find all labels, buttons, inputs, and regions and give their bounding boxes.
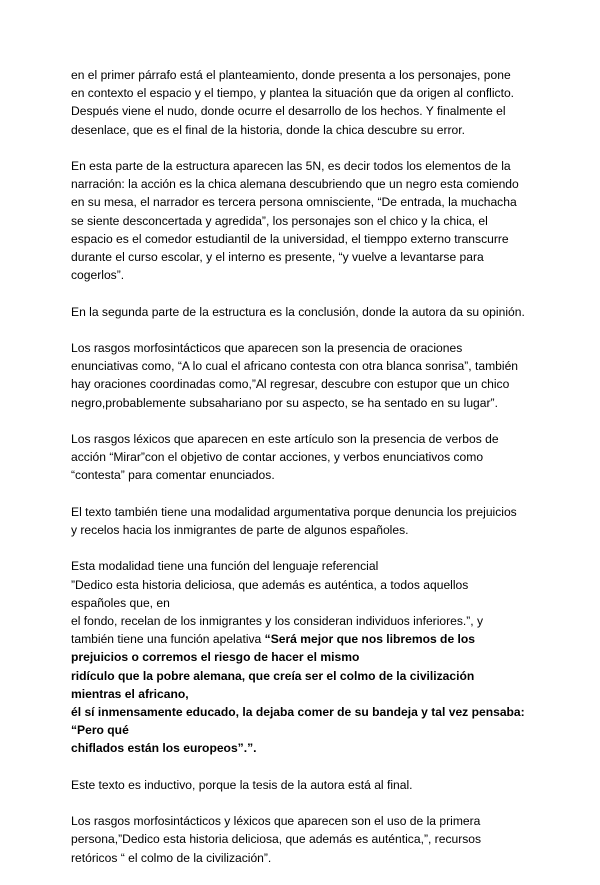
text-line: en el primer párrafo está el planteamiento, donde presenta a los personajes, pone — [71, 68, 511, 82]
text-line: se siente desconcertada y agredida”, los personajes son el chico y la chica, el — [71, 213, 488, 228]
paragraph-rhetorical — [71, 812, 551, 867]
document-page — [71, 66, 551, 885]
text-line: “contesta” para comentar enunciados. — [71, 468, 275, 483]
paragraph-5n-elements — [71, 157, 551, 284]
paragraph-inductive — [71, 776, 551, 794]
text-line: retóricos “ el colmo de la civilización”. — [71, 850, 272, 865]
text-line: Después viene el nudo, donde ocurre el desarrollo de los hechos. Y finalmente el — [71, 104, 506, 119]
text-line: En esta parte de la estructura aparecen las 5N, es decir todos los elementos de la — [71, 159, 511, 173]
text-line: y recelos hacia los inmigrantes de parte de algunos españoles. — [71, 523, 409, 537]
paragraph-morphosyntactic — [71, 339, 551, 412]
text-line: hay oraciones coordinadas como,”Al regresar, descubre con estupor que un chico — [71, 377, 510, 392]
bold-quote-line: chiflados están los europeos”.”. — [71, 741, 257, 756]
text-line: negro,probablemente subsahariano por su aspecto, se ha sentado en su lugar”. — [71, 395, 498, 410]
bold-quote-line: ridículo que la pobre alemana, que creía ser el colmo de la civilización — [71, 668, 475, 683]
text-line: en contexto el espacio y el tiempo, y plantea la situación que da origen al conflicto. — [71, 86, 515, 101]
text-line: persona,”Dedico esta historia deliciosa, que además es auténtica,”, recursos — [71, 832, 482, 847]
text-line: enunciativas como, “A lo cual el africano contesta con otra blanca sonrisa”, también — [71, 359, 519, 374]
text-line: Este texto es inductivo, porque la tesis de la autora está al final. — [71, 777, 413, 792]
text-line: En la segunda parte de la estructura es la conclusión, donde la autora da su opinión. — [71, 304, 525, 319]
text-line: desenlace, que es el final de la historia, donde la chica descubre su error. — [71, 122, 465, 137]
bold-quote-text: “Será mejor que nos libremos de los — [264, 632, 475, 647]
bold-quote-line: “Pero qué — [71, 723, 129, 738]
text-line: Los rasgos morfosintácticos que aparecen son la presencia de oraciones — [71, 341, 463, 355]
bold-quote-line: él sí inmensamente educado, la dejaba comer de su bandeja y tal vez pensaba: — [71, 705, 525, 720]
text-line: ”Dedico esta historia deliciosa, que además es auténtica, a todos aquellos — [71, 577, 469, 592]
text-line: Los rasgos morfosintácticos y léxicos que aparecen son el uso de la primera — [71, 814, 481, 829]
text-line: El texto también tiene una modalidad argumentativa porque denuncia los prejuicios — [71, 504, 517, 519]
bold-quote-line: prejuicios o corremos el riesgo de hacer el mismo — [71, 650, 360, 665]
text-line: Esta modalidad tiene una función del lenguaje referencial — [71, 559, 379, 574]
paragraph-argumentative — [71, 503, 551, 539]
apelativa-intro: también tiene una función apelativa — [71, 632, 265, 647]
paragraph-lexical — [71, 430, 551, 485]
text-line: cogerlos”. — [71, 268, 125, 283]
text-line: durante el curso escolar, y el interno es presente, “y vuelve a levantarse para — [71, 250, 484, 265]
text-line: Los rasgos léxicos que aparecen en este artículo son la presencia de verbos de — [71, 432, 499, 446]
text-line: narración: la acción es la chica alemana descubriendo que un negro esta comiendo — [71, 177, 519, 192]
paragraph-structure-overview — [71, 66, 551, 139]
text-line: españoles que, en — [71, 595, 170, 610]
paragraph-language-functions — [71, 557, 551, 757]
text-line: acción “Mirar”con el objetivo de contar acciones, y verbos enunciativos como — [71, 450, 484, 465]
text-line — [71, 630, 551, 648]
text-line: el fondo, recelan de los inmigrantes y los consideran individuos inferiores.”, y — [71, 614, 484, 628]
text-line: espacio es el comedor estudiantil de la universidad, el tiemppo externo transcurre — [71, 231, 509, 246]
bold-quote-line: mientras el africano, — [71, 686, 189, 701]
paragraph-conclusion — [71, 303, 551, 321]
text-line: en su mesa, el narrador es tercera persona omnisciente, “De entrada, la muchacha — [71, 195, 517, 210]
